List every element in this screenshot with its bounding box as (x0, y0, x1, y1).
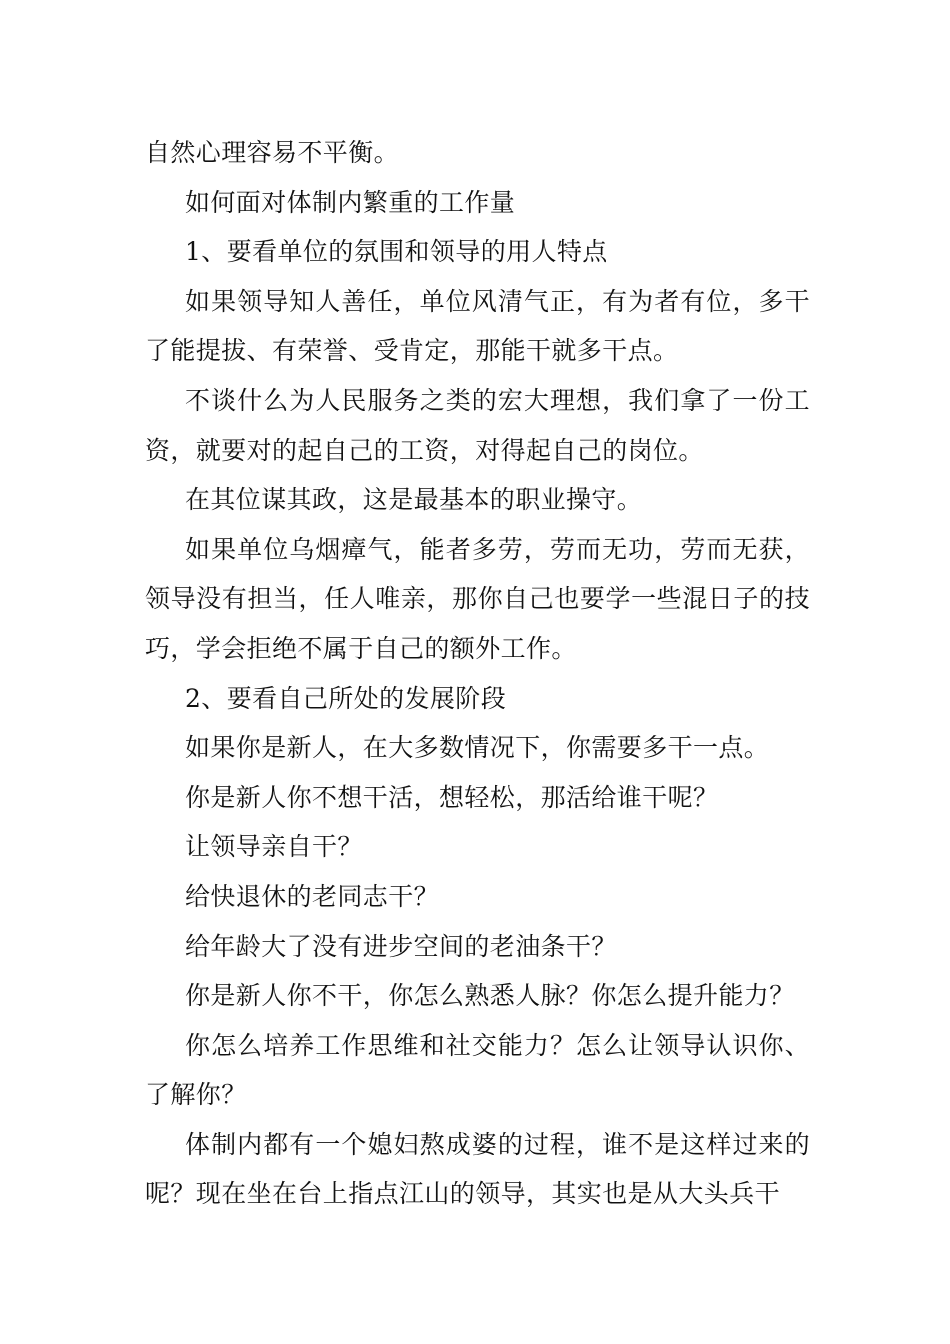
document-body (145, 128, 810, 1219)
paragraph: 如果你是新人，在大多数情况下，你需要多干一点。 (185, 733, 770, 763)
paragraph: 不谈什么为人民服务之类的宏大理想，我们拿了一份工资，就要对的起自己的工资，对得起自己的岗位。 (145, 385, 810, 465)
section-heading: 如何面对体制内繁重的工作量 (185, 187, 516, 217)
paragraph: 如果单位乌烟瘴气，能者多劳，劳而无功，劳而无获，领导没有担当，任人唯亲，那你自己也要学一些混日子的技巧，学会拒绝不属于自己的额外工作。 (145, 534, 810, 663)
paragraph: 体制内都有一个媳妇熬成婆的过程，谁不是这样过来的呢？现在坐在台上指点江山的领导，其实也是从大头兵干 (145, 1129, 810, 1209)
paragraph: 你是新人你不想干活，想轻松，那活给谁干呢？ (185, 782, 719, 812)
paragraph: 给年龄大了没有进步空间的老油条干？ (185, 931, 617, 961)
paragraph: 你怎么培养工作思维和社交能力？怎么让领导认识你、了解你？ (145, 1030, 810, 1110)
paragraph: 如果领导知人善任，单位风清气正，有为者有位，多干了能提拔、有荣誉、受肯定，那能干就多干点。 (145, 286, 810, 366)
paragraph: 你是新人你不干，你怎么熟悉人脉？你怎么提升能力？ (185, 981, 795, 1011)
numbered-heading: 1、要看单位的氛围和领导的用人特点 (185, 237, 608, 267)
paragraph: 让领导亲自干？ (185, 832, 363, 862)
paragraph: 自然心理容易不平衡。 (145, 138, 400, 167)
paragraph: 在其位谋其政，这是最基本的职业操守。 (185, 485, 643, 515)
paragraph: 给快退休的老同志干？ (185, 881, 440, 911)
numbered-heading: 2、要看自己所处的发展阶段 (185, 683, 507, 713)
